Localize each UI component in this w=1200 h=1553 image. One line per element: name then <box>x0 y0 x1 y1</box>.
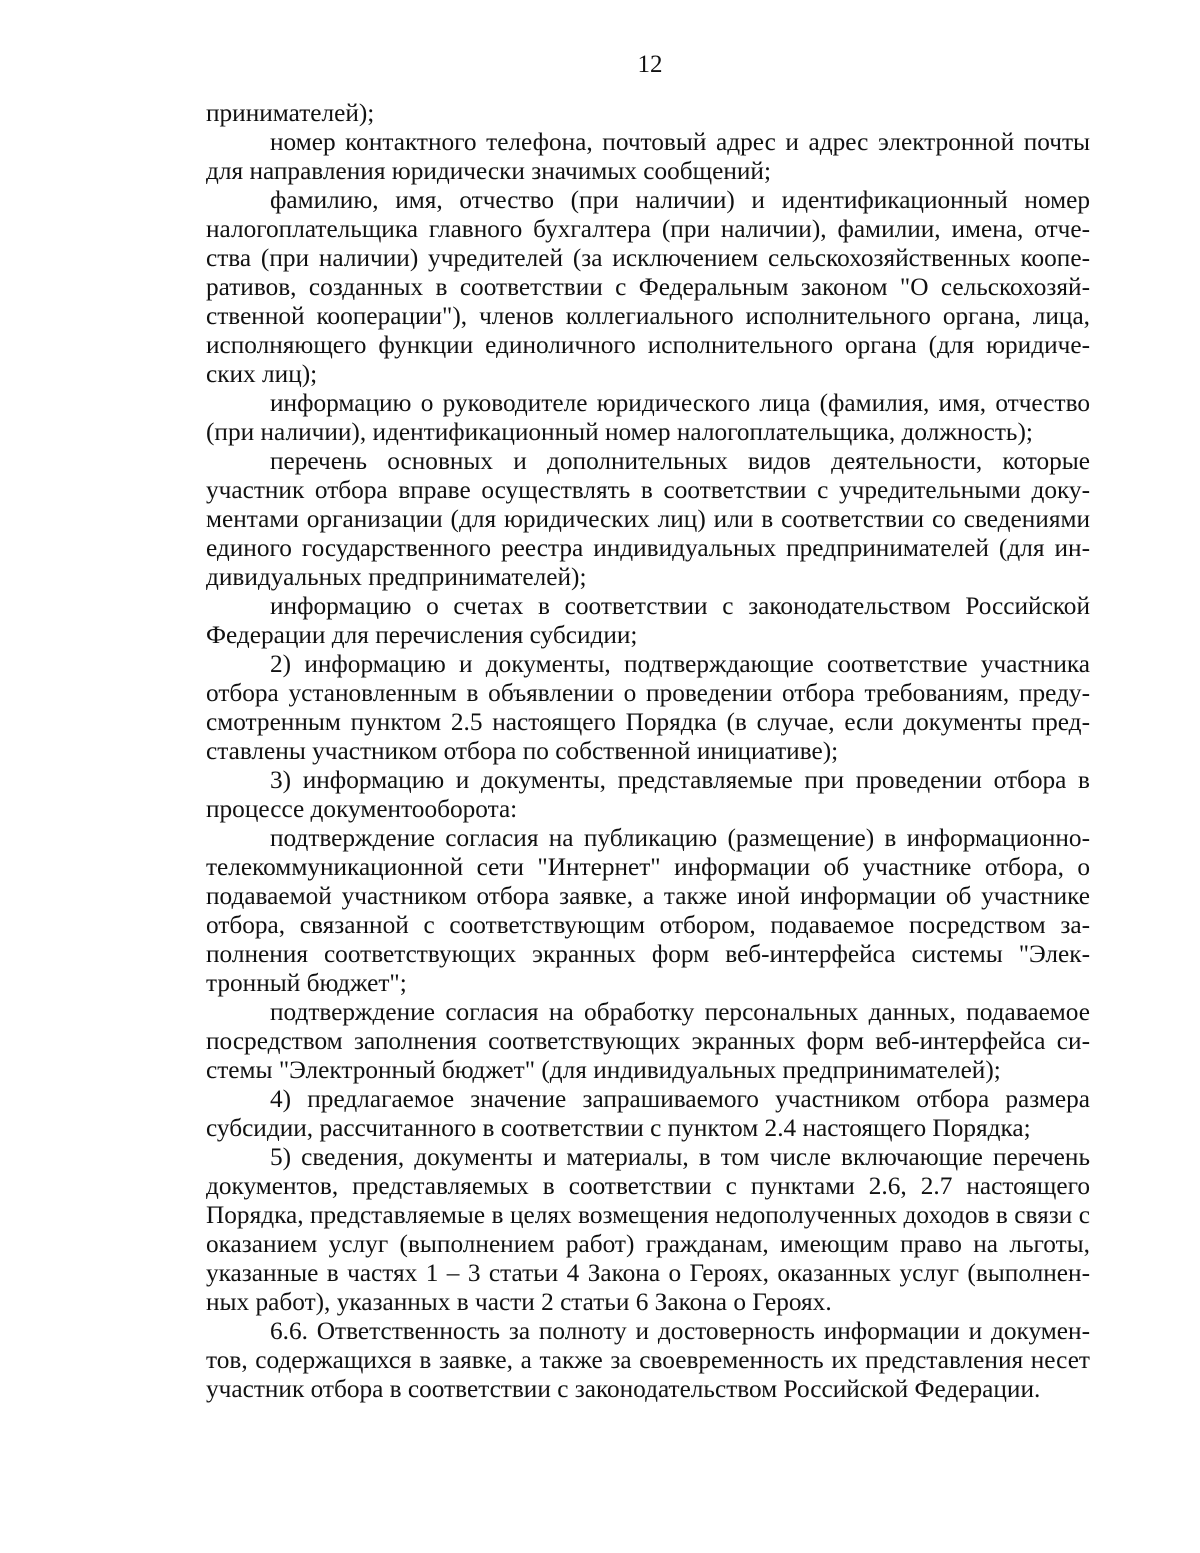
paragraph-item-4: 4) предлагаемое значение запрашиваемого участником отбора размера субсидии, рассчитанного в соответствии с пунктом 2.4 настоящего Порядка; <box>206 1085 1090 1142</box>
paragraph-personal-data-consent: подтверждение согласия на обработку персональных данных, подаваемое посредством заполнения соответствующих экранных форм веб-интерфейса системы "Электронный бюджет" (для индивидуальных предпринимателей); <box>206 998 1090 1084</box>
paragraph-head-info: информацию о руководителе юридического лица (фамилия, имя, отчество (при наличии), идентификационный номер налогоплательщика, должность); <box>206 389 1090 446</box>
paragraph-section-6-6: 6.6. Ответственность за полноту и достоверность информации и документов, содержащихся в заявке, а также за своевременность их представления несет участник отбора в соответствии с законодательством Российской Федерации. <box>206 1317 1090 1403</box>
paragraph-item-3: 3) информацию и документы, представляемые при проведении отбора в процессе документооборота: <box>206 766 1090 823</box>
paragraph-founders-info: фамилию, имя, отчество (при наличии) и идентификационный номер налогоплательщика главного бухгалтера (при наличии), фамилии, имена, отчества (при наличии) учредителей (за исключением сельскохозяйственных кооперативов, созданных в соответствии с Федеральным законом "О сельскохозяйственной кооперации"), членов коллегиального исполнительного органа, лица, исполняющего функции единоличного исполнительного органа (для юридических лиц); <box>206 186 1090 388</box>
document-body <box>206 99 1090 1404</box>
paragraph-accounts: информацию о счетах в соответствии с законодательством Российской Федерации для перечисления субсидии; <box>206 592 1090 649</box>
page-number: 12 <box>637 51 663 78</box>
paragraph-item-5: 5) сведения, документы и материалы, в том числе включающие перечень документов, представляемых в соответствии с пунктами 2.6, 2.7 настоящего Порядка, представляемые в целях возмещения недополученных доходов в связи с оказанием услуг (выполнением работ) гражданам, имеющим право на льготы, указанные в частях 1 – 3 статьи 4 Закона о Героях, оказанных услуг (выполненных работ), указанных в части 2 статьи 6 Закона о Героях. <box>206 1143 1090 1316</box>
paragraph-publication-consent: подтверждение согласия на публикацию (размещение) в информационно-телекоммуникационной сети "Интернет" информации об участнике отбора, о подаваемой участником отбора заявке, а также иной информации об участнике отбора, связанной с соответствующим отбором, подаваемое посредством заполнения соответствующих экранных форм веб-интерфейса системы "Электронный бюджет"; <box>206 824 1090 997</box>
paragraph-activities: перечень основных и дополнительных видов деятельности, которые участник отбора вправе осуществлять в соответствии с учредительными документами организации (для юридических лиц) или в соответствии со сведениями единого государственного реестра индивидуальных предпринимателей (для индивидуальных предпринимателей); <box>206 447 1090 591</box>
paragraph-continuation: принимателей); <box>206 99 375 127</box>
paragraph-contact-info: номер контактного телефона, почтовый адрес и адрес электронной почты для направления юридически значимых сообщений; <box>206 128 1090 185</box>
paragraph-item-2: 2) информацию и документы, подтверждающие соответствие участника отбора установленным в объявлении о проведении отбора требованиям, предусмотренным пунктом 2.5 настоящего Порядка (в случае, если документы представлены участником отбора по собственной инициативе); <box>206 650 1090 765</box>
